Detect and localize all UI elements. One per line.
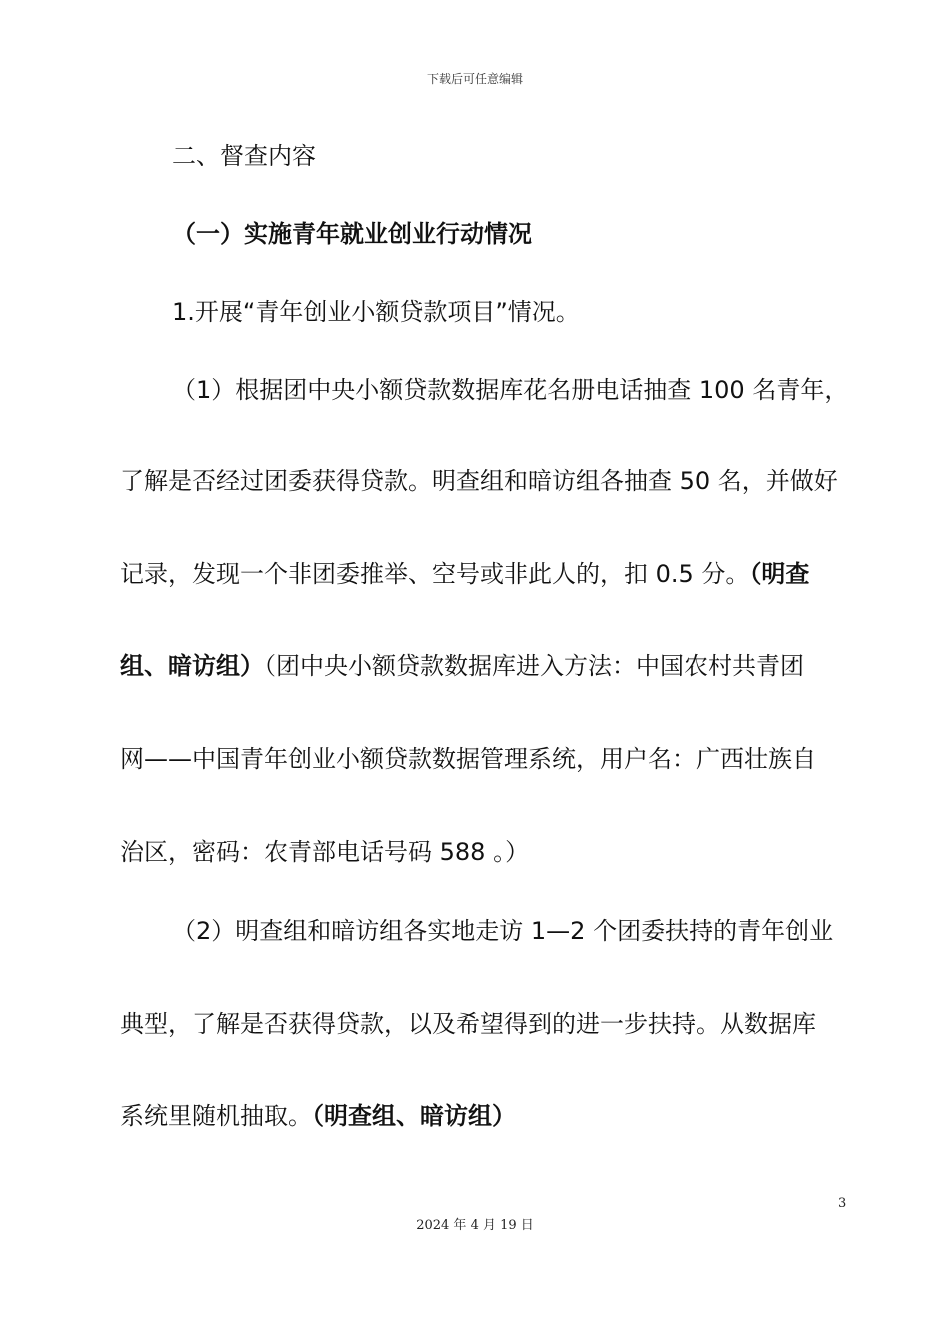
subsection-title: （一）实施青年就业创业行动情况 (172, 220, 532, 248)
paragraph-2-line-3 (120, 1100, 860, 1132)
paragraph-1-line-1: （1）根据团中央小额贷款数据库花名册电话抽查 100 名青年， (172, 376, 849, 404)
item-heading: 1.开展“青年创业小额贷款项目”情况。 (172, 298, 580, 326)
paragraph-1-line-5: 网——中国青年创业小额贷款数据管理系统，用户名：广西壮族自 (120, 745, 816, 773)
page-header: 下载后可任意编辑 (426, 72, 523, 86)
paragraph-1-line-4-text: （团中央小额贷款数据库进入方法：中国农村共青团 (264, 652, 804, 680)
paragraph-1-line-4-bold: 组、暗访组） (120, 652, 264, 680)
paragraph-2-line-3-text: 系统里随机抽取。 (120, 1102, 312, 1130)
paragraph-1-line-3-text: 记录，发现一个非团委推举、空号或非此人的，扣 0.5 分。 (120, 560, 750, 588)
page-footer-date: 2024 年 4 月 19 日 (416, 1218, 534, 1233)
paragraph-2-line-1: （2）明查组和暗访组各实地走访 1—2 个团委扶持的青年创业 (172, 917, 834, 945)
paragraph-2-line-2: 典型，了解是否获得贷款，以及希望得到的进一步扶持。从数据库 (120, 1010, 816, 1038)
paragraph-1-line-3-bold: （明查 (749, 560, 810, 588)
paragraph-1-line-6: 治区，密码：农青部电话号码 588 。） (120, 838, 530, 866)
paragraph-1-line-4 (120, 650, 860, 682)
page-number: 3 (838, 1196, 847, 1211)
paragraph-1-line-3 (120, 558, 860, 590)
paragraph-2-line-3-bold: （明查组、暗访组） (312, 1102, 516, 1130)
paragraph-1-line-2: 了解是否经过团委获得贷款。明查组和暗访组各抽查 50 名，并做好 (120, 467, 838, 495)
section-title: 二、督查内容 (172, 142, 316, 170)
